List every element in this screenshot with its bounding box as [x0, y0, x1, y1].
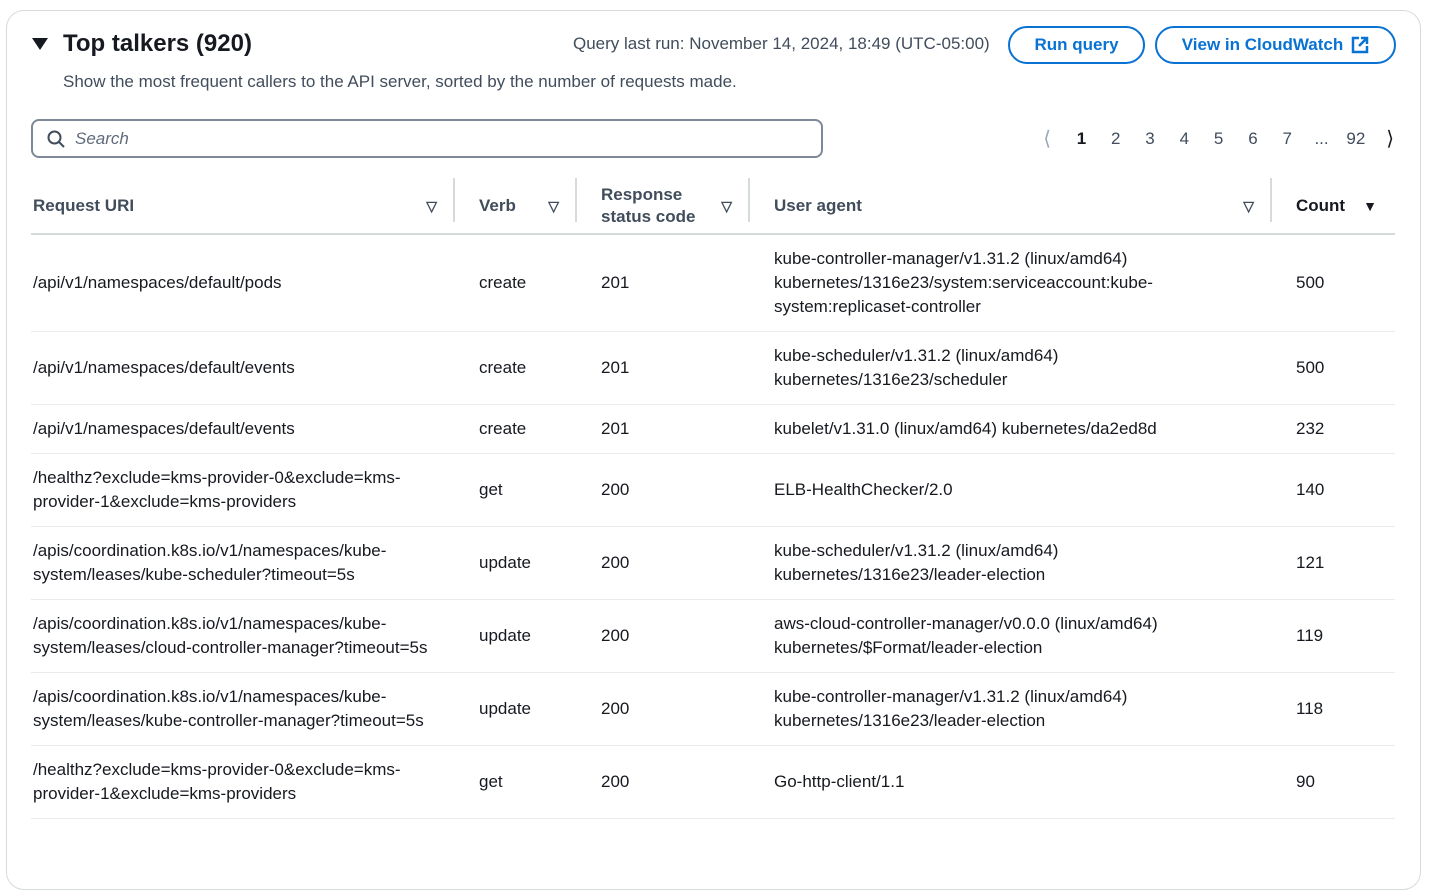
cell-request-uri: /apis/coordination.k8s.io/v1/namespaces/kube-system/leases/kube-scheduler?timeout=5s [31, 527, 455, 600]
column-header-request-uri[interactable] [31, 178, 455, 234]
cell-request-uri: /api/v1/namespaces/default/events [31, 332, 455, 405]
table-row [31, 405, 1395, 454]
prev-page-icon[interactable]: ⟨ [1043, 128, 1052, 150]
cell-status-code: 200 [577, 746, 750, 819]
cell-request-uri: /apis/coordination.k8s.io/v1/namespaces/kube-system/leases/kube-controller-manager?timeout=5s [31, 673, 455, 746]
column-header-verb[interactable] [455, 178, 577, 234]
cell-user-agent: kubelet/v1.31.0 (linux/amd64) kubernetes/da2ed8d [750, 405, 1272, 454]
cell-request-uri: /api/v1/namespaces/default/pods [31, 234, 455, 332]
table-row [31, 673, 1395, 746]
page-92[interactable]: 92 [1346, 128, 1366, 148]
cell-count: 140 [1272, 454, 1395, 527]
cell-status-code: 200 [577, 527, 750, 600]
cell-status-code: 200 [577, 600, 750, 673]
page-5[interactable]: 5 [1213, 128, 1224, 148]
column-header-status-code[interactable] [577, 178, 750, 234]
cell-user-agent: kube-scheduler/v1.31.2 (linux/amd64) kubernetes/1316e23/scheduler [750, 332, 1272, 405]
cell-verb: update [455, 527, 577, 600]
sort-icon[interactable]: ▽ [721, 198, 732, 214]
cell-verb: create [455, 332, 577, 405]
column-label: Count [1296, 195, 1346, 215]
cell-user-agent: ELB-HealthChecker/2.0 [750, 454, 1272, 527]
cell-count: 121 [1272, 527, 1395, 600]
cell-request-uri: /apis/coordination.k8s.io/v1/namespaces/kube-system/leases/cloud-controller-manager?timeout=5s [31, 600, 455, 673]
page-2[interactable]: 2 [1111, 128, 1121, 148]
column-label: Verb [479, 195, 516, 215]
cell-request-uri: /api/v1/namespaces/default/events [31, 405, 455, 454]
cell-request-uri: /healthz?exclude=kms-provider-0&exclude=kms-provider-1&exclude=kms-providers [31, 454, 455, 527]
column-label: Request URI [33, 195, 135, 215]
search-box[interactable] [31, 119, 823, 158]
sort-icon[interactable]: ▽ [548, 198, 559, 214]
top-talkers-table [31, 178, 1395, 819]
cell-verb: create [455, 234, 577, 332]
cell-verb: get [455, 746, 577, 819]
cell-count: 500 [1272, 234, 1395, 332]
cell-verb: get [455, 454, 577, 527]
search-icon [47, 130, 65, 148]
view-cloudwatch-label: View in CloudWatch [1181, 35, 1344, 54]
cell-count: 119 [1272, 600, 1395, 673]
view-in-cloudwatch-button[interactable] [1155, 26, 1396, 64]
table-row [31, 527, 1395, 600]
cell-request-uri: /healthz?exclude=kms-provider-0&exclude=kms-provider-1&exclude=kms-providers [31, 746, 455, 819]
column-label: Response status code [601, 184, 696, 226]
page-4[interactable]: 4 [1179, 128, 1190, 148]
collapse-caret-icon[interactable] [32, 38, 48, 50]
cell-count: 90 [1272, 746, 1395, 819]
panel-title: Top talkers (920) [63, 30, 252, 57]
cell-user-agent: kube-controller-manager/v1.31.2 (linux/amd64) kubernetes/1316e23/leader-election [750, 673, 1272, 746]
run-query-button[interactable] [1008, 26, 1145, 64]
page-6[interactable]: 6 [1248, 128, 1258, 148]
panel-description: Show the most frequent callers to the API server, sorted by the number of requests made. [63, 72, 737, 91]
cell-status-code: 201 [577, 405, 750, 454]
search-input[interactable] [75, 129, 775, 149]
sort-descending-icon[interactable]: ▼ [1363, 198, 1377, 214]
run-query-label: Run query [1034, 35, 1119, 54]
cell-status-code: 200 [577, 454, 750, 527]
cell-user-agent: kube-scheduler/v1.31.2 (linux/amd64) kubernetes/1316e23/leader-election [750, 527, 1272, 600]
column-label: User agent [774, 195, 862, 215]
pagination [1030, 126, 1407, 151]
external-link-icon [1351, 36, 1369, 54]
sort-icon[interactable]: ▽ [426, 198, 437, 214]
cell-count: 232 [1272, 405, 1395, 454]
cell-status-code: 201 [577, 234, 750, 332]
cell-user-agent: kube-controller-manager/v1.31.2 (linux/amd64) kubernetes/1316e23/system:serviceaccount:kube-system:replicaset-controller [750, 234, 1272, 332]
cell-count: 118 [1272, 673, 1395, 746]
cell-user-agent: aws-cloud-controller-manager/v0.0.0 (linux/amd64) kubernetes/$Format/leader-election [750, 600, 1272, 673]
page-3[interactable]: 3 [1145, 128, 1155, 148]
cell-status-code: 201 [577, 332, 750, 405]
next-page-icon[interactable]: ⟩ [1386, 128, 1395, 150]
cell-status-code: 200 [577, 673, 750, 746]
page-7[interactable]: 7 [1282, 128, 1292, 148]
table-row [31, 234, 1395, 332]
sort-icon[interactable]: ▽ [1243, 198, 1254, 214]
cell-verb: update [455, 600, 577, 673]
cell-user-agent: Go-http-client/1.1 [750, 746, 1272, 819]
table-row [31, 600, 1395, 673]
page-ellipsis: ... [1314, 128, 1329, 148]
cell-verb: update [455, 673, 577, 746]
column-header-user-agent[interactable] [750, 178, 1272, 234]
table-row [31, 454, 1395, 527]
query-last-run: Query last run: November 14, 2024, 18:49 (UTC-05:00) [573, 34, 990, 53]
table-row [31, 746, 1395, 819]
page-1[interactable]: 1 [1076, 128, 1087, 148]
column-header-count[interactable] [1272, 178, 1395, 234]
cell-count: 500 [1272, 332, 1395, 405]
cell-verb: create [455, 405, 577, 454]
table-row [31, 332, 1395, 405]
